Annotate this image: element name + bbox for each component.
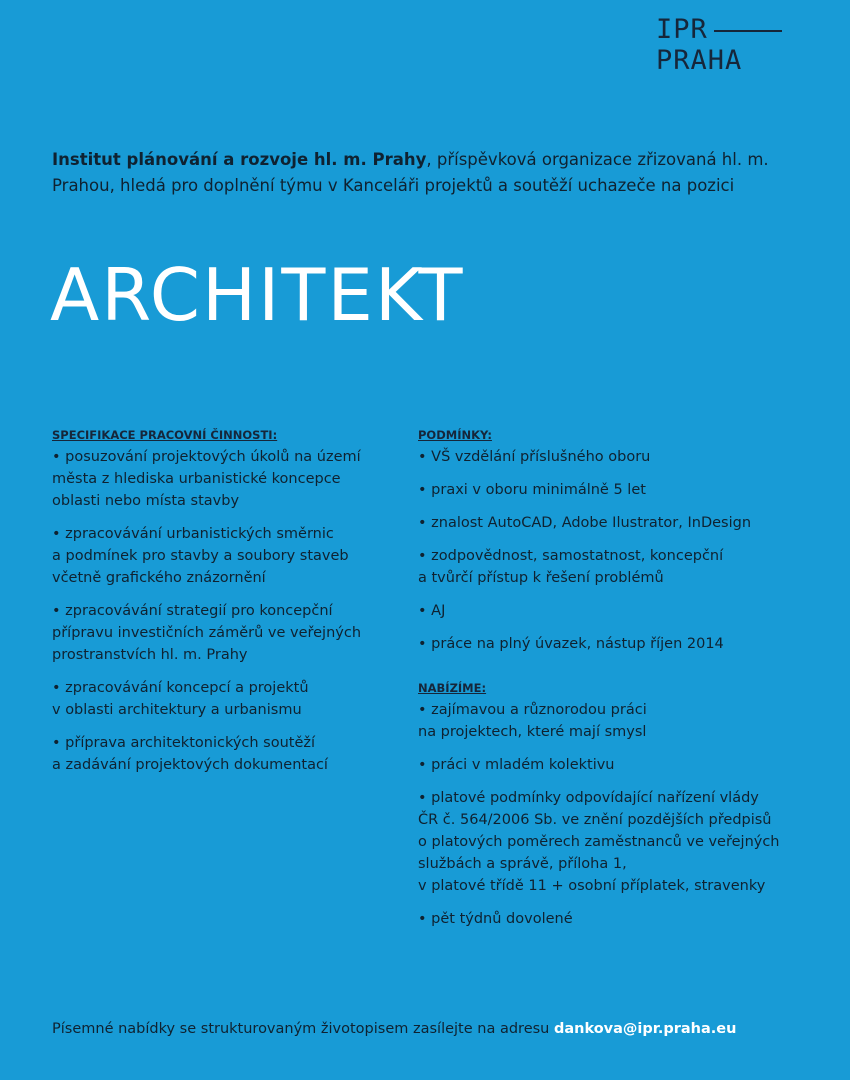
- conditions-title: PODMÍNKY:: [418, 428, 492, 442]
- conditions-list: [418, 446, 828, 655]
- offer-title: NABÍZÍME:: [418, 681, 487, 695]
- spec-title: SPECIFIKACE PRACOVNÍ ČINNOSTI:: [52, 428, 278, 442]
- spec-item: • zpracovávání strategií pro koncepční přípravu investičních záměrů ve veřejných prostranstvích hl. m. Prahy: [52, 603, 362, 663]
- contact-email-link[interactable]: dankova@ipr.praha.eu: [553, 1021, 737, 1037]
- requirements-offer-column: [418, 426, 828, 941]
- spec-item: • příprava architektonických soutěží a zadávání projektových dokumentací: [52, 735, 328, 773]
- intro-paragraph: [52, 147, 812, 199]
- offer-item: • pět týdnů dovolené: [418, 911, 573, 927]
- condition-item: • znalost AutoCAD, Adobe Ilustrator, InDesign: [418, 515, 752, 531]
- spec-list: [52, 446, 402, 776]
- ipr-praha-logo: [656, 14, 782, 76]
- footer-text: Písemné nabídky se strukturovaným životopisem zasílejte na adresu: [52, 1021, 554, 1037]
- spec-item: • zpracovávání koncepcí a projektů v oblasti architektury a urbanismu: [52, 680, 309, 718]
- condition-item: • práce na plný úvazek, nástup říjen 2014: [418, 636, 724, 652]
- organization-name: Institut plánování a rozvoje hl. m. Prahy: [52, 150, 427, 169]
- offer-item: • práci v mladém kolektivu: [418, 757, 615, 773]
- condition-item: • zodpovědnost, samostatnost, koncepční a tvůrčí přístup k řešení problémů: [418, 548, 724, 586]
- intro-text: , příspěvková organizace zřizovaná hl. m. Prahou, hledá pro doplnění týmu v Kanceláři projektů a soutěží uchazeče na pozici: [52, 150, 769, 195]
- logo-text-ipr: IPR: [656, 14, 708, 45]
- condition-item: • praxi v oboru minimálně 5 let: [418, 482, 646, 498]
- logo-rule: [714, 30, 782, 32]
- spec-item: • posuzování projektových úkolů na území města z hlediska urbanistické koncepce oblasti nebo místa stavby: [52, 449, 361, 509]
- logo-text-praha: PRAHA: [656, 45, 743, 76]
- condition-item: • VŠ vzdělání příslušného oboru: [418, 449, 651, 465]
- offer-list: [418, 699, 828, 930]
- job-specification-section: [52, 426, 402, 787]
- spec-item: • zpracovávání urbanistických směrnic a podmínek pro stavby a soubory staveb včetně grafického znázornění: [52, 526, 349, 586]
- offer-item: • zajímavou a různorodou práci na projektech, které mají smysl: [418, 702, 647, 740]
- offer-item: • platové podmínky odpovídající nařízení vlády ČR č. 564/2006 Sb. ve znění pozdějších předpisů o platových poměrech zaměstnanců ve veřejných službách a správě, příloha 1, v platové třídě 11 + osobní příplatek, stravenky: [418, 790, 780, 894]
- application-footer: [52, 1018, 842, 1040]
- position-title: ARCHITEKT: [50, 253, 465, 337]
- condition-item: • AJ: [418, 603, 446, 619]
